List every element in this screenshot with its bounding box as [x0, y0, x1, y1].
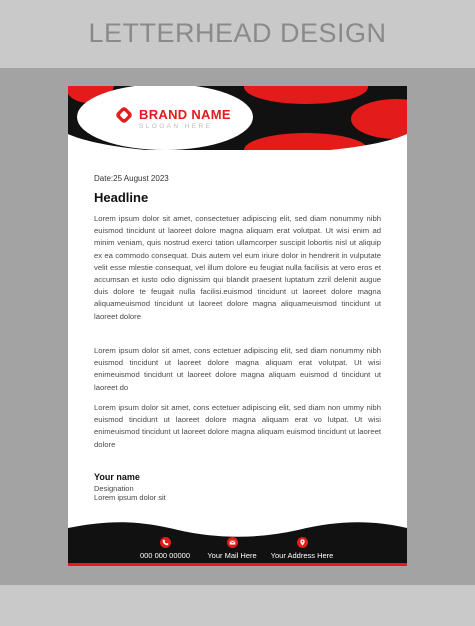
signature-designation: Designation: [94, 484, 134, 493]
mail-icon: [227, 537, 238, 548]
footer-address: [262, 537, 342, 560]
footer-address-text: Your Address Here: [270, 551, 334, 560]
footer-phone-text: 000 000 00000: [139, 551, 191, 560]
footer-mail: [192, 537, 272, 560]
top-band: [0, 0, 475, 68]
brand-slogan: SLOGAN HERE: [139, 123, 213, 130]
signature-extra: Lorem ipsum dolor sit: [94, 493, 166, 502]
letter-headline: Headline: [94, 190, 149, 205]
body-paragraph: Lorem ipsum dolor sit amet, cons ectetuer adipiscing elit, sed diam non ummy nibh euismod tincidunt ut laoreet dolore magna aliquam erat vo lutpat. Ut wisi enimeuismod tincidunt ut laoreet dolore magna aliquam euismod tincidunt ut laoreet dolore: [94, 403, 381, 449]
letter-date: Date:25 August 2023: [94, 174, 169, 183]
location-pin-icon: [297, 537, 308, 548]
phone-icon: [160, 537, 171, 548]
body-paragraph: Lorem ipsum dolor sit amet, consectetuer adipiscing elit, sed diam nonummy nibh euismod tincidunt ut laoreet dolore magna aliquam erat volutpat. Ut wisi enim ad minim veniam, quis nostrud exerci tation ullamcorper suscipit lobortis nisl ut aliquip ex ea commodo consequat. Duis autem vel eum iriure dolor in hendrerit in vulputate velit esse mlestie consequat, vel illum dolore eu feugiat nulla facilisis at vero eros et accumsan et iusto odio dignissim qui blandit praesent luptatum zzril delenit augue duis dolore te feugait nulla facilisi.euismod tincidunt ut laoreet dolore magna aliquameuismod tincidunt ut laoreet dolore magna aliquameuismod tincidunt ut laoreet dolore: [94, 214, 381, 321]
brand-logo-icon: [114, 105, 134, 125]
footer-mail-text: Your Mail Here: [207, 551, 257, 560]
body-paragraph: Lorem ipsum dolor sit amet, cons ectetuer adipiscing elit, sed diam nonummy nibh euismod tincidunt ut laoreet dolore magna aliquam erat volutpat. Ut wisi enimeuismod tincidunt ut laoreet dolore magna aliquam euismod d tincidunt ut laoreet do: [94, 346, 381, 392]
bottom-band: [0, 585, 475, 626]
signature-name: Your name: [94, 472, 140, 482]
brand-name: BRAND NAME: [139, 107, 231, 122]
letterhead-sheet: [68, 86, 407, 566]
banner-title: LETTERHEAD DESIGN: [88, 18, 387, 48]
